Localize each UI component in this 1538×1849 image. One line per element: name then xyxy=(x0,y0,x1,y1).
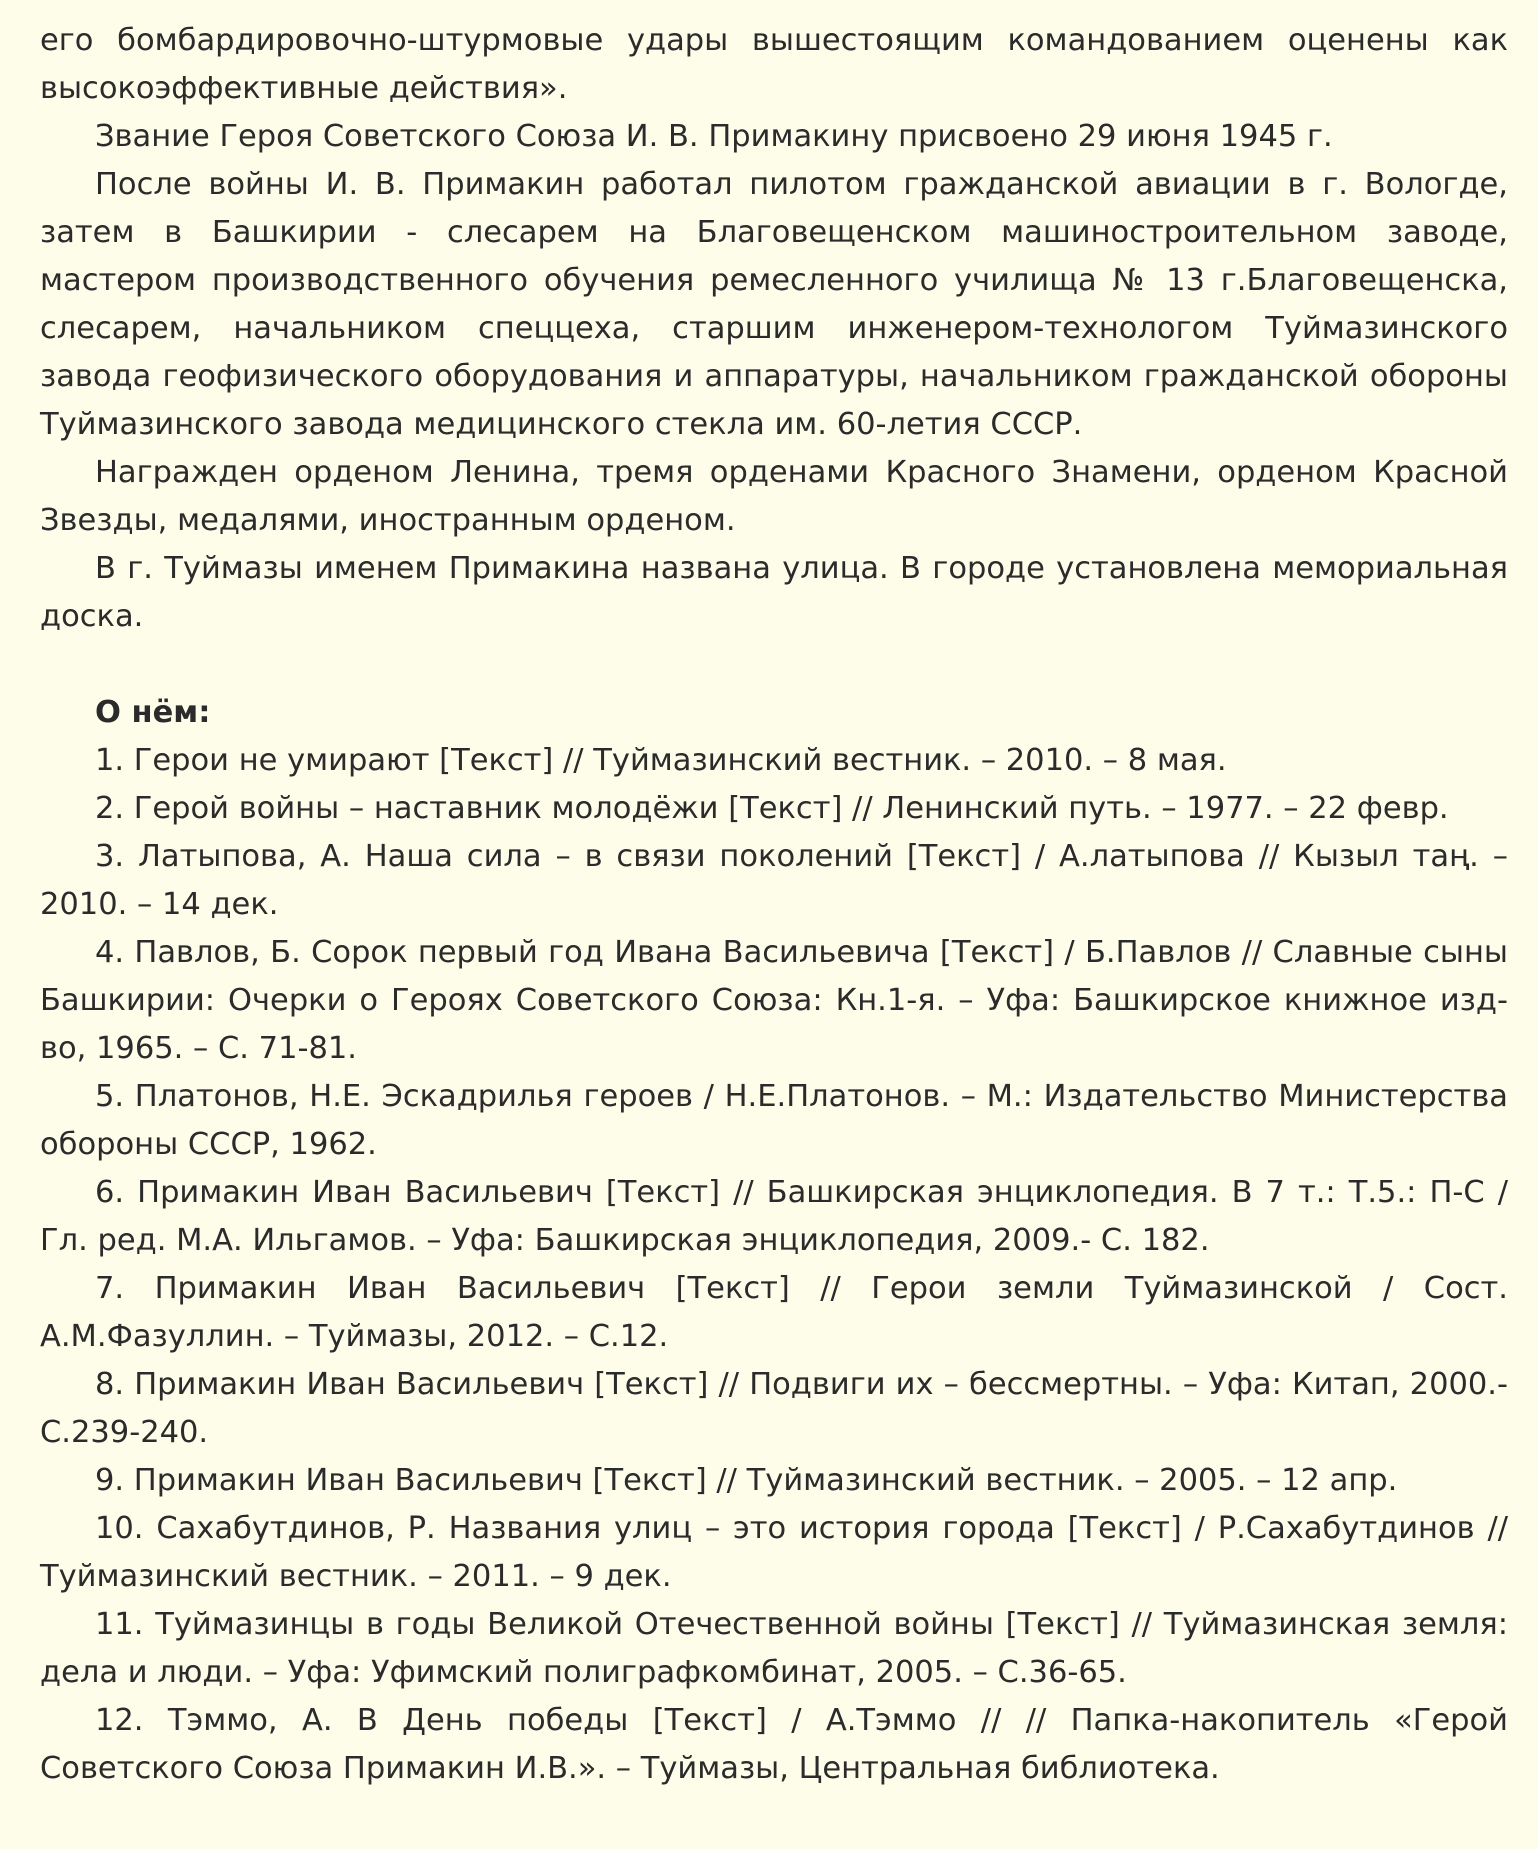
reference-item: 8. Примакин Иван Васильевич [Текст] // Подвиги их – бессмертны. – Уфа: Китап, 2000.- С.239-240. xyxy=(40,1367,1508,1450)
reference-item: 10. Сахабутдинов, Р. Названия улиц – это история города [Текст] / Р.Сахабутдинов // Туймазинский вестник. – 2011. – 9 дек. xyxy=(40,1511,1508,1594)
text-column xyxy=(40,17,1508,1793)
reference-item: 6. Примакин Иван Васильевич [Текст] // Башкирская энциклопедия. В 7 т.: Т.5.: П-С / Гл. ред. М.А. Ильгамов. – Уфа: Башкирская энциклопедия, 2009.- С. 182. xyxy=(40,1175,1508,1258)
section-spacer xyxy=(40,641,1508,689)
body-paragraph: Звание Героя Советского Союза И. В. Примакину присвоено 29 июня 1945 г. xyxy=(95,119,1333,154)
reference-item: 3. Латыпова, А. Наша сила – в связи поколений [Текст] / А.латыпова // Кызыл таң. – 2010. – 14 дек. xyxy=(40,839,1508,922)
reference-item: 12. Тэммо, А. В День победы [Текст] / А.Тэммо // // Папка-накопитель «Герой Советского Союза Примакин И.В.». – Туймазы, Центральная библиотека. xyxy=(40,1703,1508,1786)
reference-item: 5. Платонов, Н.Е. Эскадрилья героев / Н.Е.Платонов. – М.: Издательство Министерства обороны СССР, 1962. xyxy=(40,1079,1508,1162)
body-paragraph: В г. Туймазы именем Примакина названа улица. В городе установлена мемориальная доска. xyxy=(40,551,1508,634)
body-paragraph: его бомбардировочно-штурмовые удары вышестоящим командованием оценены как высокоэффективные действия». xyxy=(40,23,1508,106)
body-paragraph: Награжден орденом Ленина, тремя орденами Красного Знамени, орденом Красной Звезды, медалями, иностранным орденом. xyxy=(40,455,1508,538)
reference-item: 7. Примакин Иван Васильевич [Текст] // Герои земли Туймазинской / Сост. А.М.Фазуллин. – Туймазы, 2012. – С.12. xyxy=(40,1271,1508,1354)
reference-item: 2. Герой войны – наставник молодёжи [Текст] // Ленинский путь. – 1977. – 22 февр. xyxy=(95,791,1449,826)
body-paragraph: После войны И. В. Примакин работал пилотом гражданской авиации в г. Вологде, затем в Башкирии - слесарем на Благовещенском машиностроительном заводе, мастером производственного обучения ремесленного училища № 13 г.Благовещенска, слесарем, начальником спеццеха, старшим инженером-технологом Туймазинского завода геофизического оборудования и аппаратуры, начальником гражданской обороны Туймазинского завода медицинского стекла им. 60-летия СССР. xyxy=(40,167,1508,442)
reference-item: 1. Герои не умирают [Текст] // Туймазинский вестник. – 2010. – 8 мая. xyxy=(95,743,1227,778)
reference-item: 11. Туймазинцы в годы Великой Отечественной войны [Текст] // Туймазинская земля: дела и люди. – Уфа: Уфимский полиграфкомбинат, 2005. – С.36-65. xyxy=(40,1607,1508,1690)
reference-item: 4. Павлов, Б. Сорок первый год Ивана Васильевича [Текст] / Б.Павлов // Славные сыны Башкирии: Очерки о Героях Советского Союза: Кн.1-я. – Уфа: Башкирское книжное изд-во, 1965. – С. 71-81. xyxy=(40,935,1508,1066)
references-heading: О нём: xyxy=(95,695,211,730)
reference-item: 9. Примакин Иван Васильевич [Текст] // Туймазинский вестник. – 2005. – 12 апр. xyxy=(95,1463,1398,1498)
